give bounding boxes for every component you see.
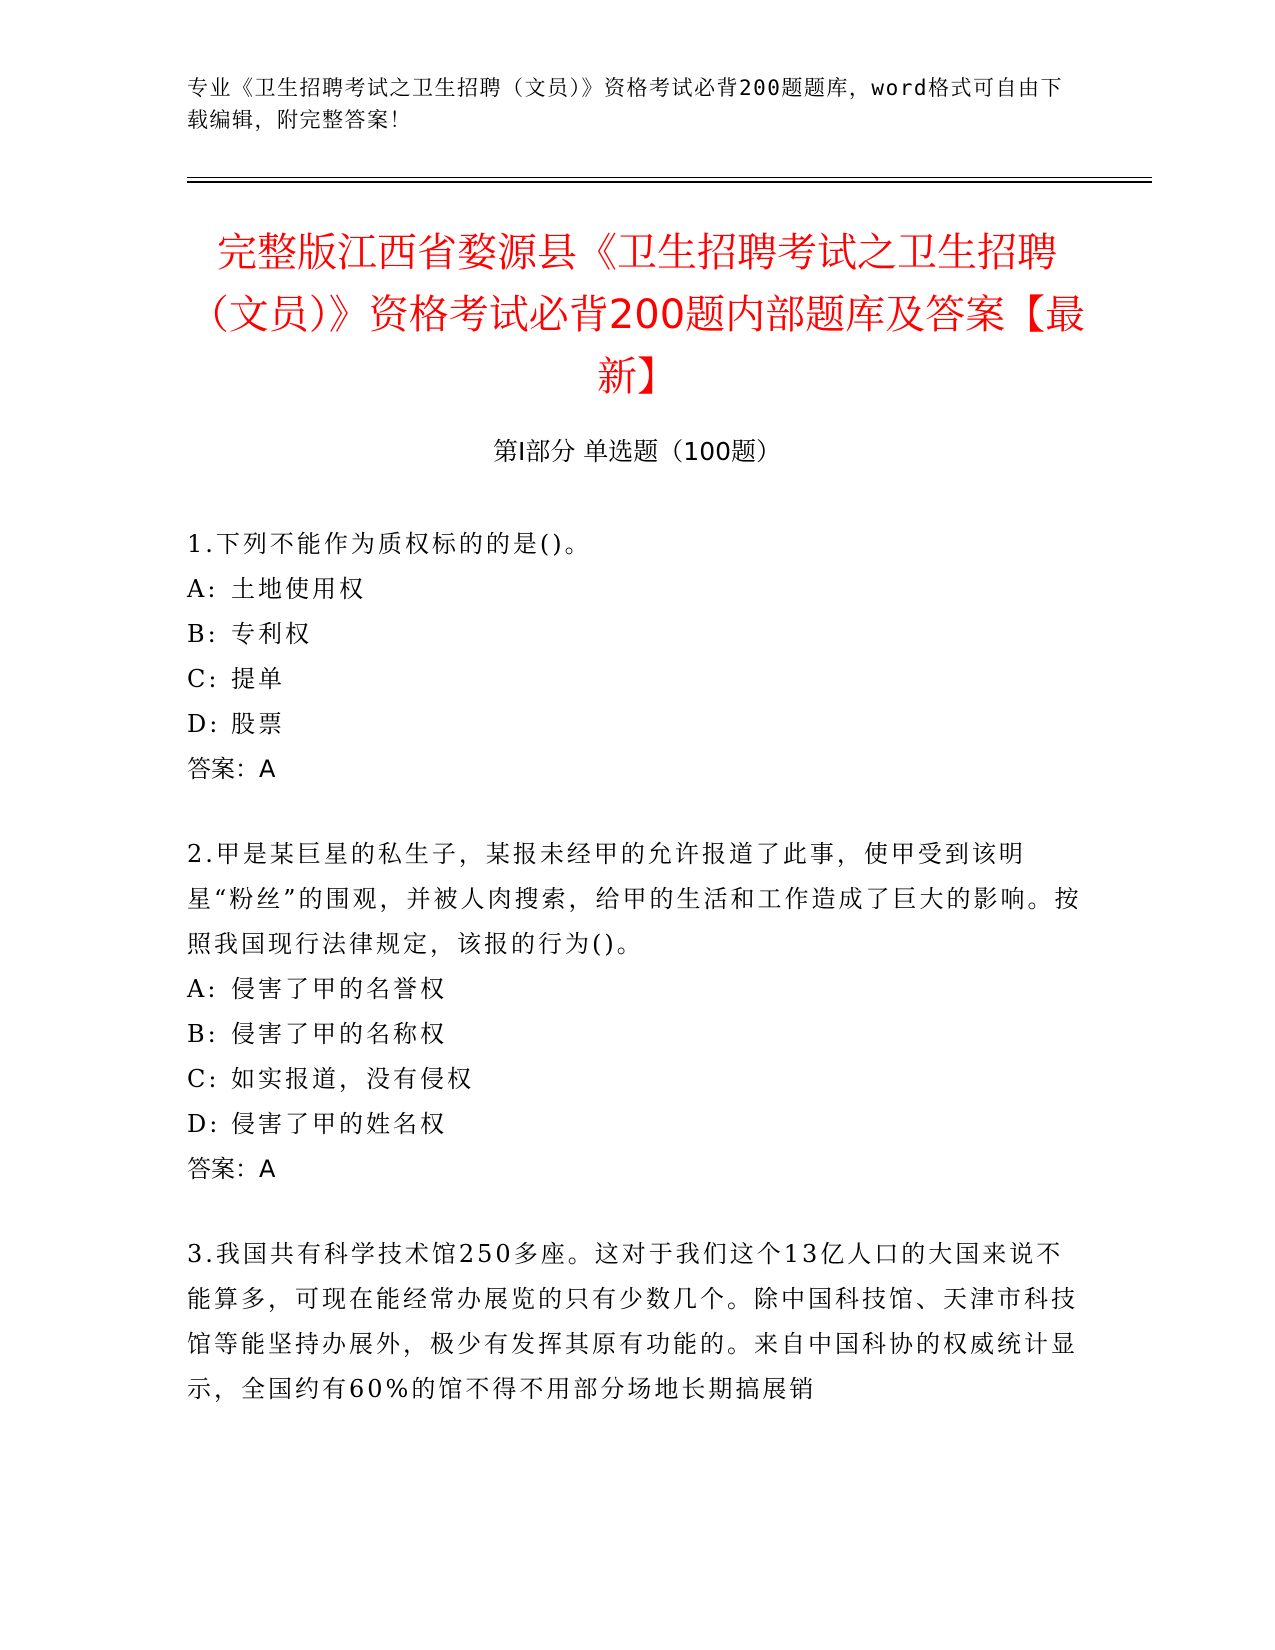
header-divider-thick [187,181,1152,183]
question-list [187,522,1087,1452]
question-answer: 答案：A [187,1155,276,1183]
question-option [187,702,1087,747]
document-title: 完整版江西省婺源县《卫生招聘考试之卫生招聘（文员）》资格考试必背200题内部题库及答案【最新】 [188,230,1086,400]
question-option [187,612,1087,657]
question-option [187,567,1087,612]
option-text: 侵害了甲的名称权 [231,1020,447,1048]
option-letter: D: [187,1110,221,1138]
option-letter: C: [187,1065,220,1093]
question-stem: 3.我国共有科学技术馆250多座。这对于我们这个13亿人口的大国来说不能算多，可现在能经常办展览的只有少数几个。除中国科技馆、天津市科技馆等能坚持办展外，极少有发挥其原有功能的。来自中国科协的权威统计显示，全国约有60%的馆不得不用部分场地长期搞展销 [187,1240,1078,1403]
option-letter: B: [187,620,219,648]
option-letter: C: [187,665,220,693]
question-item [187,832,1087,1192]
question-option [187,967,1087,1012]
option-text: 侵害了甲的名誉权 [231,975,447,1003]
option-letter: B: [187,1020,219,1048]
question-option [187,1057,1087,1102]
question-stem: 1.下列不能作为质权标的的是()。 [187,530,592,558]
option-letter: A: [187,975,219,1003]
option-text: 专利权 [231,620,312,648]
question-item [187,1232,1087,1412]
question-item [187,522,1087,792]
option-text: 如实报道，没有侵权 [231,1065,474,1093]
option-text: 土地使用权 [231,575,366,603]
question-answer: 答案：A [187,755,276,783]
section-title: 第Ⅰ部分 单选题（100题） [492,437,782,466]
option-text: 提单 [231,665,285,693]
header-note: 专业《卫生招聘考试之卫生招聘（文员）》资格考试必背200题题库，word格式可自由下载编辑，附完整答案！ [187,76,1063,132]
option-text: 股票 [231,710,285,738]
question-option [187,657,1087,702]
header-divider-thin [187,177,1152,178]
question-option [187,1012,1087,1057]
question-stem: 2.甲是某巨星的私生子，某报未经甲的允许报道了此事，使甲受到该明星“粉丝”的围观，并被人肉搜索，给甲的生活和工作造成了巨大的影响。按照我国现行法律规定，该报的行为()。 [187,840,1082,958]
option-letter: D: [187,710,221,738]
option-letter: A: [187,575,219,603]
question-option [187,1102,1087,1147]
option-text: 侵害了甲的姓名权 [231,1110,447,1138]
